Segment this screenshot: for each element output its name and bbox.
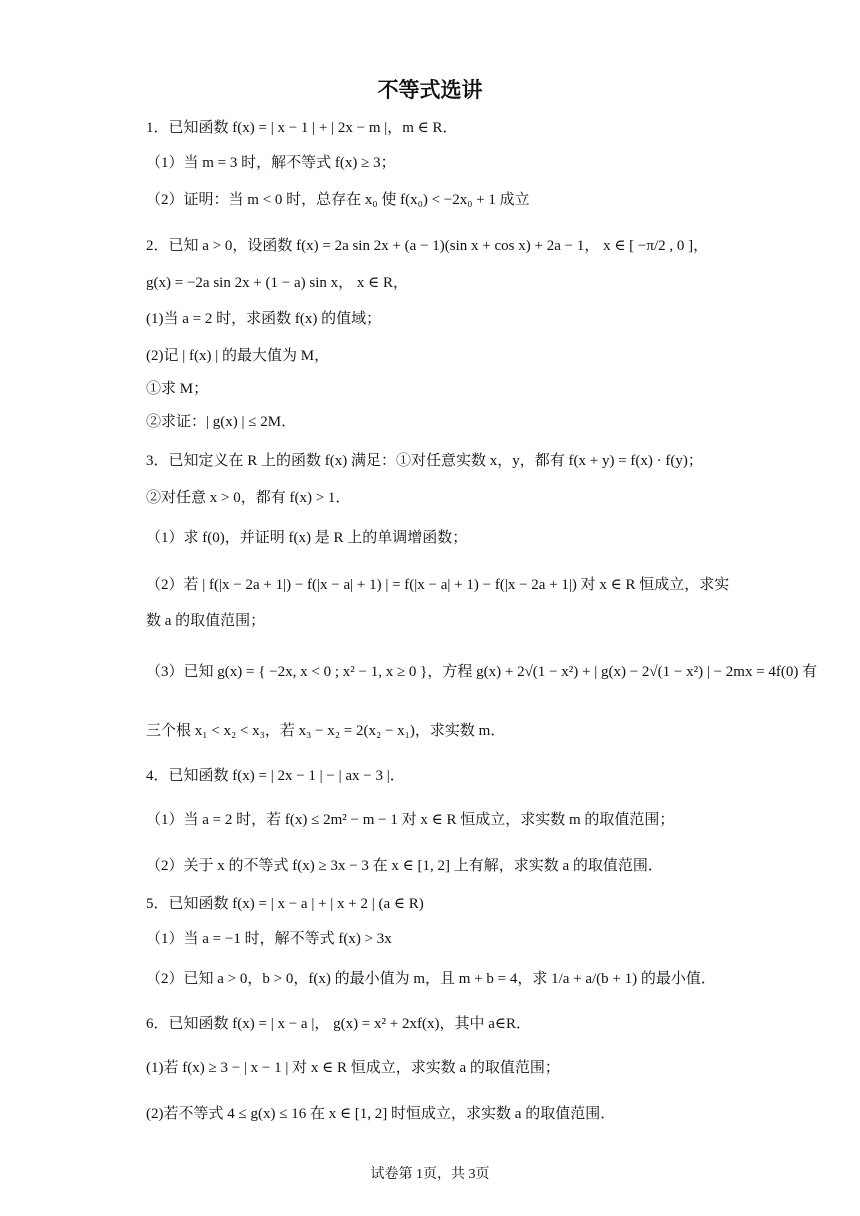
page-footer: 试卷第 1页，共 3页 xyxy=(370,1167,490,1182)
problem-2-part-2-1: ①求 M； xyxy=(146,381,209,397)
problem-2-part-2-2: ②求证：| g(x) | ≤ 2M． xyxy=(146,414,297,430)
problem-6-part-2: (2)若不等式 4 ≤ g(x) ≤ 16 在 x ∈ [1, 2] 时恒成立，求实数 a 的取值范围． xyxy=(146,1106,616,1122)
problem-4-part-2: （2）关于 x 的不等式 f(x) ≥ 3x − 3 在 x ∈ [1, 2] 上有解，求实数 a 的取值范围． xyxy=(146,858,663,874)
problem-3-part-2: （2）若 | f(|x − 2a + 1|) − f(|x − a| + 1) | = f(|x − a| + 1) − f(|x − 2a + 1|) 对 x ∈ R 恒成立，求实 xyxy=(146,577,730,593)
problem-3-stem-cont: ②对任意 x > 0，都有 f(x) > 1． xyxy=(146,490,351,506)
problem-3-part-2-cont: 数 a 的取值范围； xyxy=(146,613,266,629)
problem-5-part-2: （2）已知 a > 0，b > 0，f(x) 的最小值为 m，且 m + b = 4，求 1/a + a/(b + 1) 的最小值． xyxy=(146,971,716,987)
page-title: 不等式选讲 xyxy=(377,78,483,102)
problem-2-part-2: (2)记 | f(x) | 的最大值为 M， xyxy=(146,348,330,364)
problem-4-part-1: （1）当 a = 2 时，若 f(x) ≤ 2m² − m − 1 对 x ∈ R 恒成立，求实数 m 的取值范围； xyxy=(146,812,675,828)
problem-3-part-3-cont: 三个根 x₁ < x₂ < x₃，若 x₃ − x₂ = 2(x₂ − x₁)，求实数 m． xyxy=(146,723,506,739)
problem-1-stem: 1．已知函数 f(x) = | x − 1 | + | 2x − m |，m ∈ R． xyxy=(146,120,458,136)
problem-6-part-1: (1)若 f(x) ≥ 3 − | x − 1 | 对 x ∈ R 恒成立，求实数 a 的取值范围； xyxy=(146,1060,560,1076)
problem-3-part-3: （3）已知 g(x) = { −2x, x < 0 ; x² − 1, x ≥ 0 }，方程 g(x) + 2√(1 − x²) + | g(x) − 2√(1 − x²) | − 2mx = 4f(0) 有 xyxy=(146,664,818,680)
problem-6-stem: 6．已知函数 f(x) = | x − a |， g(x) = x² + 2xf(x)，其中 a∈R． xyxy=(146,1016,531,1032)
problem-1-part-2: （2）证明：当 m < 0 时，总存在 x₀ 使 f(x₀) < −2x₀ + 1 成立 xyxy=(146,192,530,208)
problem-1-part-1: （1）当 m = 3 时，解不等式 f(x) ≥ 3； xyxy=(146,155,396,171)
problem-2-stem-cont: g(x) = −2a sin 2x + (1 − a) sin x， x ∈ R， xyxy=(146,275,409,291)
problem-3-stem: 3．已知定义在 R 上的函数 f(x) 满足：①对任意实数 x，y，都有 f(x + y) = f(x) · f(y)； xyxy=(146,453,703,469)
problem-3-part-1: （1）求 f(0)，并证明 f(x) 是 R 上的单调增函数； xyxy=(146,530,468,546)
problem-5-part-1: （1）当 a = −1 时，解不等式 f(x) > 3x xyxy=(146,931,392,947)
problem-4-stem: 4．已知函数 f(x) = | 2x − 1 | − | ax − 3 |． xyxy=(146,768,405,784)
problem-2-stem: 2．已知 a > 0，设函数 f(x) = 2a sin 2x + (a − 1)(sin x + cos x) + 2a − 1， x ∈ [ −π/2 , 0 ]， xyxy=(146,238,709,254)
problem-2-part-1: (1)当 a = 2 时，求函数 f(x) 的值域； xyxy=(146,311,382,327)
problem-5-stem: 5．已知函数 f(x) = | x − a | + | x + 2 | (a ∈ R) xyxy=(146,896,424,912)
